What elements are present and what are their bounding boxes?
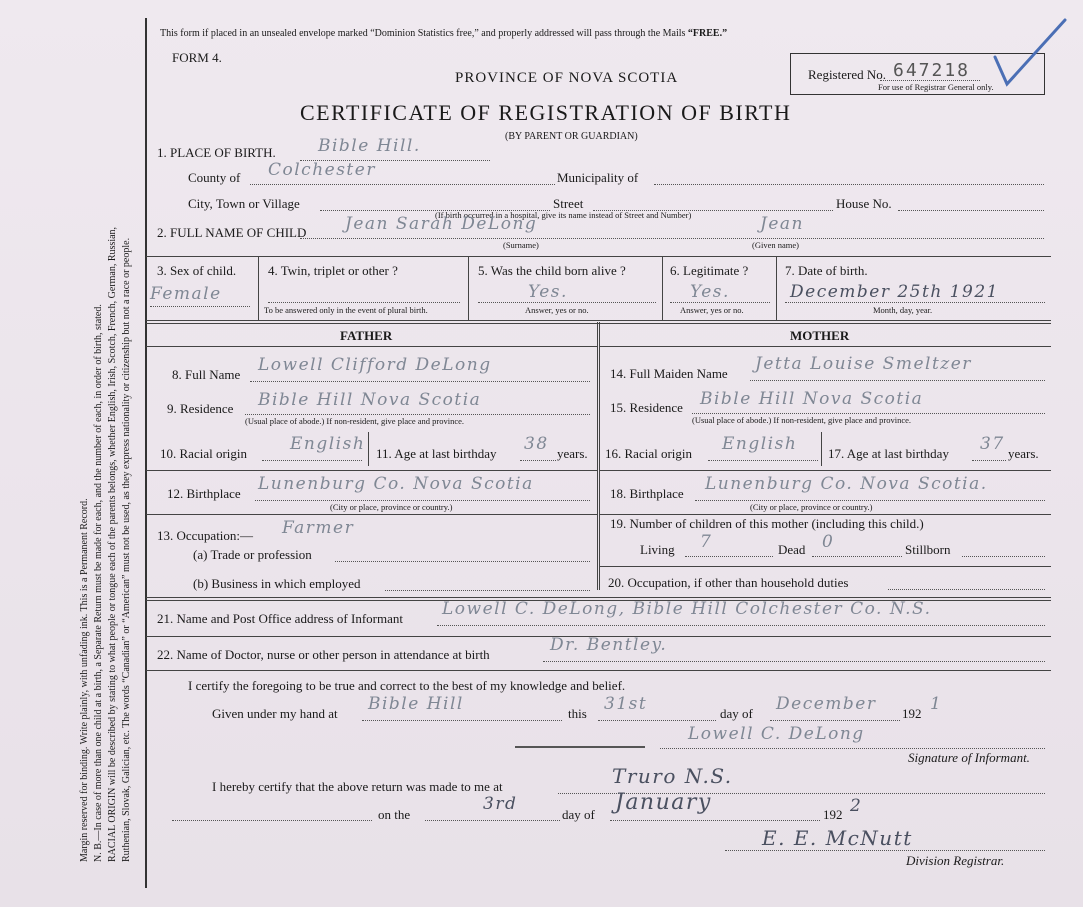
stillborn-label: Stillborn [905,542,951,557]
day-of-label: day of [720,706,753,721]
father-years: years. [557,446,588,461]
legit-caption: Answer, yes or no. [680,305,744,315]
informant-value: Lowell C. DeLong, Bible Hill Colchester Co. N.S. [442,599,932,619]
county-line [250,184,555,185]
father-birthplace-label: 12. Birthplace [167,486,241,501]
mother-years: years. [1008,446,1039,461]
father-heading: FATHER [340,328,393,343]
trade-label: (a) Trade or profession [193,547,312,562]
father-race-age-divider [368,432,369,466]
legit-value: Yes. [690,282,730,302]
this-label: this [568,706,587,721]
father-race-line [262,460,362,461]
signature-rule [515,746,645,748]
on-the-value: 3rd [483,794,518,814]
mail-notice: This form if placed in an unsealed envelope marked “Dominion Statistics free,” and properly addressed will pass through the Mails “FREE.” [160,28,728,39]
registrar-signature-line [725,850,1045,851]
father-occupation-label: 13. Occupation:— [157,528,254,543]
house-line [898,210,1044,211]
father-divider-2 [146,514,597,515]
mother-heading: MOTHER [790,328,850,343]
margin-note-1: Margin reserved for binding. Write plainly, with unfading ink. This is a Permanent Record. [79,498,90,862]
hospital-note: (If birth occurred in a hospital, give its name instead of Street and Number) [435,210,692,220]
business-label: (b) Business in which employed [193,576,361,591]
registered-line [880,80,980,81]
dead-label: Dead [778,542,806,557]
date-caption: Month, day, year. [873,305,933,315]
legit-line [670,302,770,303]
father-heading-rule [146,346,597,347]
given-place-line [362,720,562,721]
mother-name-line [750,380,1045,381]
registrar-text: I hereby certify that the above return was made to me at [212,779,503,794]
house-label: House No. [836,196,892,211]
mother-residence-line [692,413,1045,414]
father-age-line [520,460,556,461]
city-label: City, Town or Village [188,196,300,211]
col-divider [468,256,469,320]
father-residence-line [245,414,590,415]
street-label: Street [553,196,584,211]
twin-note: To be answered only in the event of plural birth. [264,305,428,315]
date-line [785,302,1045,303]
registered-label: Registered No. [808,67,886,82]
registrar-month-value: January [615,790,712,815]
father-name-value: Lowell Clifford DeLong [258,355,492,375]
father-birthplace-line [255,500,590,501]
province-heading: PROVINCE OF NOVA SCOTIA [455,70,679,86]
given-label: Given under my hand at [212,706,338,721]
given-month-value: December [776,694,877,714]
mother-race-value: English [722,434,798,454]
dead-line [812,556,902,557]
on-the-line [425,820,560,821]
child-name-line [300,238,1044,239]
place-of-birth-label: 1. PLACE OF BIRTH. [157,145,276,160]
mother-race-age-divider [821,432,822,466]
check-mark-icon [985,12,1075,92]
registrar-note: For use of Registrar General only. [878,82,994,92]
registrar-year-value: 2 [850,796,863,816]
mother-divider-1 [600,470,1051,471]
business-line [385,590,590,591]
mother-residence-label: 15. Residence [610,400,683,415]
twin-line [268,302,460,303]
mother-race-line [708,460,818,461]
father-residence-value: Bible Hill Nova Scotia [258,390,482,410]
mother-age-label: 17. Age at last birthday [828,446,949,461]
living-line [685,556,773,557]
living-value: 7 [700,532,713,552]
children-label: 19. Number of children of this mother (including this child.) [610,516,924,531]
trade-line [335,561,590,562]
father-name-label: 8. Full Name [172,367,241,382]
informant-signature-caption: Signature of Informant. [908,750,1030,765]
form-number: FORM 4. [172,50,222,65]
doctor-label: 22. Name of Doctor, nurse or other person in attendance at birth [157,647,490,662]
registrar-day-of-label: day of [562,807,595,822]
child-name-label: 2. FULL NAME OF CHILD [157,225,307,240]
child-given-value: Jean [760,214,804,234]
father-age-label: 11. Age at last birthday [376,446,497,461]
informant-line [437,625,1045,626]
father-name-line [250,381,590,382]
mother-name-value: Jetta Louise Smeltzer [755,354,972,374]
left-border [145,18,147,888]
alive-line [478,302,656,303]
margin-note-4: Ruthenian, Slovak, Galician, etc. The words “Canadian” or “American” must not be used, as they express nationality or citizenship but not a race or people. [121,237,132,862]
registrar-signature: E. E. McNutt [762,826,913,850]
given-caption: (Given name) [752,240,799,250]
place-of-birth-value: Bible Hill. [318,136,421,156]
given-year-value: 1 [930,694,943,714]
father-divider-1 [146,470,597,471]
doctor-value: Dr. Bentley. [550,635,668,655]
parents-divider [597,322,600,590]
county-value: Colchester [268,160,376,180]
father-age-value: 38 [524,434,549,454]
registrar-year-prefix: 192 [823,807,843,822]
sex-line [150,306,250,307]
on-the-label: on the [378,807,411,822]
mother-occupation-line [888,589,1045,590]
surname-caption: (Surname) [503,240,539,250]
mother-birthplace-value: Lunenburg Co. Nova Scotia. [705,474,988,494]
informant-label: 21. Name and Post Office address of Informant [157,611,403,626]
given-month-line [770,720,900,721]
father-occupation-value: Farmer [282,518,355,538]
county-label: County of [188,170,241,185]
this-day-value: 31st [604,694,648,714]
subtitle: (BY PARENT OR GUARDIAN) [505,131,638,142]
child-surname-value: Jean Sarah DeLong [345,214,538,234]
registrar-month-line [610,820,820,821]
mother-birthplace-label: 18. Birthplace [610,486,684,501]
registrar-signature-caption: Division Registrar. [906,853,1005,868]
col-divider [662,256,663,320]
living-label: Living [640,542,675,557]
mother-birthplace-line [695,500,1045,501]
informant-signature: Lowell C. DeLong [688,724,865,744]
mother-divider-3 [600,566,1051,567]
margin-note-2: N. B.—In case of more than one child at a birth, a Separate Return must be made for each, and the number of each, in order of birth, stated. [93,304,104,862]
mother-race-label: 16. Racial origin [605,446,693,461]
municipality-line [654,184,1044,185]
registrar-place-value: Truro N.S. [612,764,733,788]
mother-name-label: 14. Full Maiden Name [610,366,728,381]
mother-divider-2 [600,514,1051,515]
alive-value: Yes. [528,282,568,302]
registered-number: 647218 [893,60,971,81]
page-title: CERTIFICATE OF REGISTRATION OF BIRTH [300,100,792,125]
legit-label: 6. Legitimate ? [670,263,749,278]
twin-label: 4. Twin, triplet or other ? [268,263,398,278]
doctor-line [543,661,1045,662]
father-race-label: 10. Racial origin [160,446,248,461]
margin-note-3: RACIAL ORIGIN will be described by stating to what people or tongue each of the parents belongs, whether English, Irish, Scotch, French, German, Russian, [107,226,118,862]
father-birthplace-value: Lunenburg Co. Nova Scotia [258,474,534,494]
informant-signature-line [660,748,1045,749]
mother-occupation-label: 20. Occupation, if other than household duties [608,575,849,590]
mother-birthplace-caption: (City or place, province or country.) [750,502,873,512]
father-residence-label: 9. Residence [167,401,234,416]
col-divider [776,256,777,320]
mother-age-value: 37 [980,434,1005,454]
alive-label: 5. Was the child born alive ? [478,263,626,278]
dead-value: 0 [822,532,835,552]
date-label: 7. Date of birth. [785,263,868,278]
mother-heading-rule [600,346,1051,347]
sex-value: Female [150,284,222,304]
father-residence-caption: (Usual place of abode.) If non-resident, give place and province. [245,416,465,426]
sex-label: 3. Sex of child. [157,263,237,278]
mother-residence-caption: (Usual place of abode.) If non-resident, give place and province. [692,415,912,425]
row-divider-top [146,256,1051,257]
municipality-label: Municipality of [557,170,639,185]
given-place-value: Bible Hill [368,694,464,714]
certify-text: I certify the foregoing to be true and correct to the best of my knowledge and belief. [188,678,626,693]
mother-residence-value: Bible Hill Nova Scotia [700,389,924,409]
this-day-line [598,720,716,721]
col-divider [258,256,259,320]
father-race-value: English [290,434,366,454]
registrar-left-line [172,820,372,821]
date-value: December 25th 1921 [790,282,999,302]
mother-age-line [972,460,1006,461]
alive-caption: Answer, yes or no. [525,305,589,315]
doctor-rule [146,670,1051,671]
father-birthplace-caption: (City or place, province or country.) [330,502,453,512]
stillborn-line [962,556,1045,557]
given-year-prefix: 192 [902,706,922,721]
